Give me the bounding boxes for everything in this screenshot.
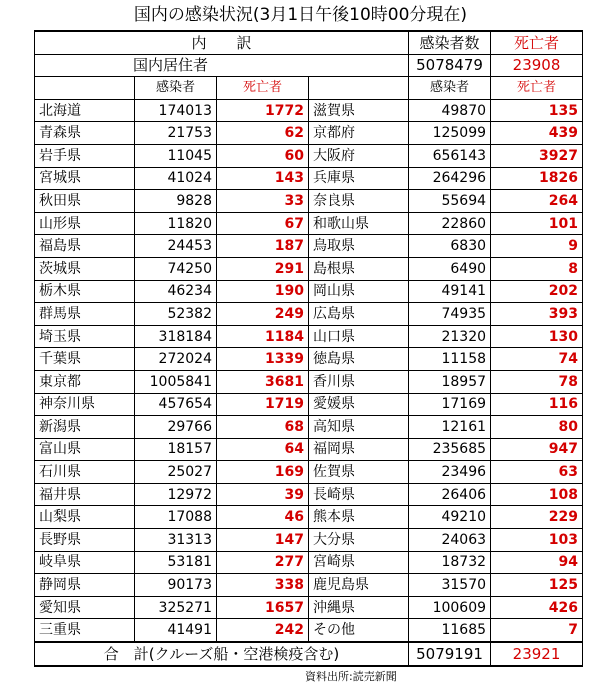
- cases-value: 31570: [409, 574, 491, 597]
- deaths-value: 78: [491, 370, 583, 393]
- cases-value: 26406: [409, 483, 491, 506]
- deaths-value: 74: [491, 348, 583, 371]
- cases-value: 22860: [409, 212, 491, 235]
- prefecture-name: 宮崎県: [309, 551, 409, 574]
- residents-row: [35, 54, 583, 77]
- prefecture-name: 岡山県: [309, 280, 409, 303]
- prefecture-name: 岐阜県: [35, 551, 135, 574]
- deaths-value: 3681: [217, 370, 309, 393]
- cases-value: 24453: [135, 235, 217, 258]
- deaths-value: 1657: [217, 596, 309, 619]
- deaths-value: 426: [491, 596, 583, 619]
- prefecture-name: 山口県: [309, 325, 409, 348]
- cases-column-header-1: 感染者: [135, 77, 217, 100]
- prefecture-name: 沖縄県: [309, 596, 409, 619]
- prefecture-name: 福井県: [35, 483, 135, 506]
- cases-value: 18957: [409, 370, 491, 393]
- deaths-value: 291: [217, 257, 309, 280]
- column-header-row: [35, 77, 583, 100]
- prefecture-name: 宮城県: [35, 167, 135, 190]
- deaths-value: 249: [217, 303, 309, 326]
- prefecture-name: 大阪府: [309, 144, 409, 167]
- prefecture-name: 北海道: [35, 99, 135, 122]
- deaths-value: 1719: [217, 393, 309, 416]
- prefecture-name: 山形県: [35, 212, 135, 235]
- cases-value: 41024: [135, 167, 217, 190]
- prefecture-name: 長野県: [35, 529, 135, 552]
- table-row: [35, 348, 583, 371]
- prefecture-name: 和歌山県: [309, 212, 409, 235]
- table-row: [35, 574, 583, 597]
- prefecture-name: 奈良県: [309, 190, 409, 213]
- cases-value: 23496: [409, 461, 491, 484]
- deaths-value: 46: [217, 506, 309, 529]
- deaths-value: 947: [491, 438, 583, 461]
- table-row: [35, 370, 583, 393]
- deaths-value: 7: [491, 619, 583, 642]
- table-row: [35, 167, 583, 190]
- prefecture-name: 島根県: [309, 257, 409, 280]
- residents-cases: 5078479: [409, 54, 491, 77]
- table-row: [35, 596, 583, 619]
- deaths-value: 147: [217, 529, 309, 552]
- deaths-value: 202: [491, 280, 583, 303]
- deaths-column-header-1: 死亡者: [217, 77, 309, 100]
- cases-total-header: 感染者数: [409, 31, 491, 54]
- cases-value: 18157: [135, 438, 217, 461]
- cases-column-header-2: 感染者: [409, 77, 491, 100]
- deaths-value: 94: [491, 551, 583, 574]
- table-row: [35, 257, 583, 280]
- table-row: [35, 212, 583, 235]
- prefecture-name: 岩手県: [35, 144, 135, 167]
- cases-value: 12972: [135, 483, 217, 506]
- prefecture-name: 愛媛県: [309, 393, 409, 416]
- cases-value: 264296: [409, 167, 491, 190]
- residents-deaths: 23908: [491, 54, 583, 77]
- cases-value: 272024: [135, 348, 217, 371]
- deaths-value: 62: [217, 122, 309, 145]
- table-row: [35, 303, 583, 326]
- total-cases: 5079191: [409, 642, 491, 666]
- prefecture-name: 石川県: [35, 461, 135, 484]
- deaths-value: 187: [217, 235, 309, 258]
- deaths-value: 264: [491, 190, 583, 213]
- cases-value: 656143: [409, 144, 491, 167]
- prefecture-name: その他: [309, 619, 409, 642]
- prefecture-name: 千葉県: [35, 348, 135, 371]
- cases-value: 11685: [409, 619, 491, 642]
- page-title: 国内の感染状況(3月1日午後10時00分現在): [133, 5, 468, 25]
- prefecture-name: 鹿児島県: [309, 574, 409, 597]
- prefecture-name: 埼玉県: [35, 325, 135, 348]
- cases-value: 318184: [135, 325, 217, 348]
- deaths-value: 125: [491, 574, 583, 597]
- prefecture-name: 高知県: [309, 416, 409, 439]
- prefecture-name: 秋田県: [35, 190, 135, 213]
- cases-value: 74250: [135, 257, 217, 280]
- cases-value: 90173: [135, 574, 217, 597]
- cases-value: 52382: [135, 303, 217, 326]
- deaths-value: 33: [217, 190, 309, 213]
- table-row: [35, 393, 583, 416]
- deaths-value: 393: [491, 303, 583, 326]
- prefecture-name: 福島県: [35, 235, 135, 258]
- cases-value: 11045: [135, 144, 217, 167]
- deaths-value: 39: [217, 483, 309, 506]
- deaths-value: 143: [217, 167, 309, 190]
- deaths-value: 1826: [491, 167, 583, 190]
- category-header: 内 訳: [35, 31, 409, 54]
- cases-value: 21753: [135, 122, 217, 145]
- deaths-value: 277: [217, 551, 309, 574]
- residents-label: 国内居住者: [35, 54, 409, 77]
- deaths-value: 190: [217, 280, 309, 303]
- cases-value: 74935: [409, 303, 491, 326]
- cases-value: 21320: [409, 325, 491, 348]
- prefecture-name: 富山県: [35, 438, 135, 461]
- cases-value: 46234: [135, 280, 217, 303]
- prefecture-name: 新潟県: [35, 416, 135, 439]
- header-row: [35, 31, 583, 54]
- cases-value: 11158: [409, 348, 491, 371]
- prefecture-name: 東京都: [35, 370, 135, 393]
- prefecture-name: 滋賀県: [309, 99, 409, 122]
- cases-value: 1005841: [135, 370, 217, 393]
- cases-value: 29766: [135, 416, 217, 439]
- table-row: [35, 99, 583, 122]
- table-row: [35, 483, 583, 506]
- prefecture-name: 静岡県: [35, 574, 135, 597]
- prefecture-name: 鳥取県: [309, 235, 409, 258]
- deaths-value: 8: [491, 257, 583, 280]
- deaths-value: 439: [491, 122, 583, 145]
- cases-value: 6830: [409, 235, 491, 258]
- deaths-value: 64: [217, 438, 309, 461]
- deaths-value: 116: [491, 393, 583, 416]
- deaths-value: 108: [491, 483, 583, 506]
- source-note: 資料出所:読売新聞: [305, 670, 397, 683]
- prefecture-name: 香川県: [309, 370, 409, 393]
- total-deaths: 23921: [491, 642, 583, 666]
- cases-value: 25027: [135, 461, 217, 484]
- table-row: [35, 506, 583, 529]
- cases-value: 125099: [409, 122, 491, 145]
- table-row: [35, 529, 583, 552]
- table-row: [35, 190, 583, 213]
- table-row: [35, 551, 583, 574]
- cases-value: 9828: [135, 190, 217, 213]
- deaths-value: 135: [491, 99, 583, 122]
- cases-value: 55694: [409, 190, 491, 213]
- table-row: [35, 619, 583, 642]
- prefecture-name: 長崎県: [309, 483, 409, 506]
- cases-value: 174013: [135, 99, 217, 122]
- cases-value: 49210: [409, 506, 491, 529]
- deaths-value: 63: [491, 461, 583, 484]
- table-row: [35, 416, 583, 439]
- prefecture-name: 群馬県: [35, 303, 135, 326]
- prefecture-name: 愛知県: [35, 596, 135, 619]
- prefecture-name: 福岡県: [309, 438, 409, 461]
- deaths-value: 229: [491, 506, 583, 529]
- prefecture-name: 神奈川県: [35, 393, 135, 416]
- deaths-value: 130: [491, 325, 583, 348]
- prefecture-name: 徳島県: [309, 348, 409, 371]
- prefecture-name: 大分県: [309, 529, 409, 552]
- deaths-value: 242: [217, 619, 309, 642]
- infection-table: [34, 30, 583, 667]
- cases-value: 17169: [409, 393, 491, 416]
- cases-value: 53181: [135, 551, 217, 574]
- prefecture-name: 三重県: [35, 619, 135, 642]
- cases-value: 6490: [409, 257, 491, 280]
- table-row: [35, 280, 583, 303]
- deaths-value: 60: [217, 144, 309, 167]
- table-row: [35, 325, 583, 348]
- cases-value: 24063: [409, 529, 491, 552]
- deaths-value: 68: [217, 416, 309, 439]
- deaths-total-header: 死亡者: [491, 31, 583, 54]
- total-row: [35, 642, 583, 666]
- deaths-value: 80: [491, 416, 583, 439]
- cases-value: 18732: [409, 551, 491, 574]
- cases-value: 235685: [409, 438, 491, 461]
- total-label: 合 計(クルーズ船・空港検疫含む): [35, 642, 409, 666]
- cases-value: 49141: [409, 280, 491, 303]
- prefecture-name: 山梨県: [35, 506, 135, 529]
- prefecture-name: 京都府: [309, 122, 409, 145]
- table-row: [35, 122, 583, 145]
- deaths-value: 169: [217, 461, 309, 484]
- prefecture-name: 佐賀県: [309, 461, 409, 484]
- prefecture-name: 青森県: [35, 122, 135, 145]
- blank-header-2: [309, 77, 409, 100]
- blank-header-1: [35, 77, 135, 100]
- cases-value: 12161: [409, 416, 491, 439]
- cases-value: 41491: [135, 619, 217, 642]
- prefecture-name: 広島県: [309, 303, 409, 326]
- deaths-value: 338: [217, 574, 309, 597]
- table-row: [35, 144, 583, 167]
- cases-value: 17088: [135, 506, 217, 529]
- prefecture-name: 茨城県: [35, 257, 135, 280]
- deaths-value: 3927: [491, 144, 583, 167]
- prefecture-name: 熊本県: [309, 506, 409, 529]
- deaths-value: 101: [491, 212, 583, 235]
- deaths-value: 67: [217, 212, 309, 235]
- prefecture-name: 兵庫県: [309, 167, 409, 190]
- deaths-value: 1184: [217, 325, 309, 348]
- prefecture-name: 栃木県: [35, 280, 135, 303]
- cases-value: 11820: [135, 212, 217, 235]
- deaths-value: 1339: [217, 348, 309, 371]
- deaths-value: 9: [491, 235, 583, 258]
- cases-value: 31313: [135, 529, 217, 552]
- deaths-column-header-2: 死亡者: [491, 77, 583, 100]
- deaths-value: 1772: [217, 99, 309, 122]
- cases-value: 100609: [409, 596, 491, 619]
- cases-value: 49870: [409, 99, 491, 122]
- cases-value: 325271: [135, 596, 217, 619]
- deaths-value: 103: [491, 529, 583, 552]
- cases-value: 457654: [135, 393, 217, 416]
- table-row: [35, 461, 583, 484]
- table-row: [35, 235, 583, 258]
- table-row: [35, 438, 583, 461]
